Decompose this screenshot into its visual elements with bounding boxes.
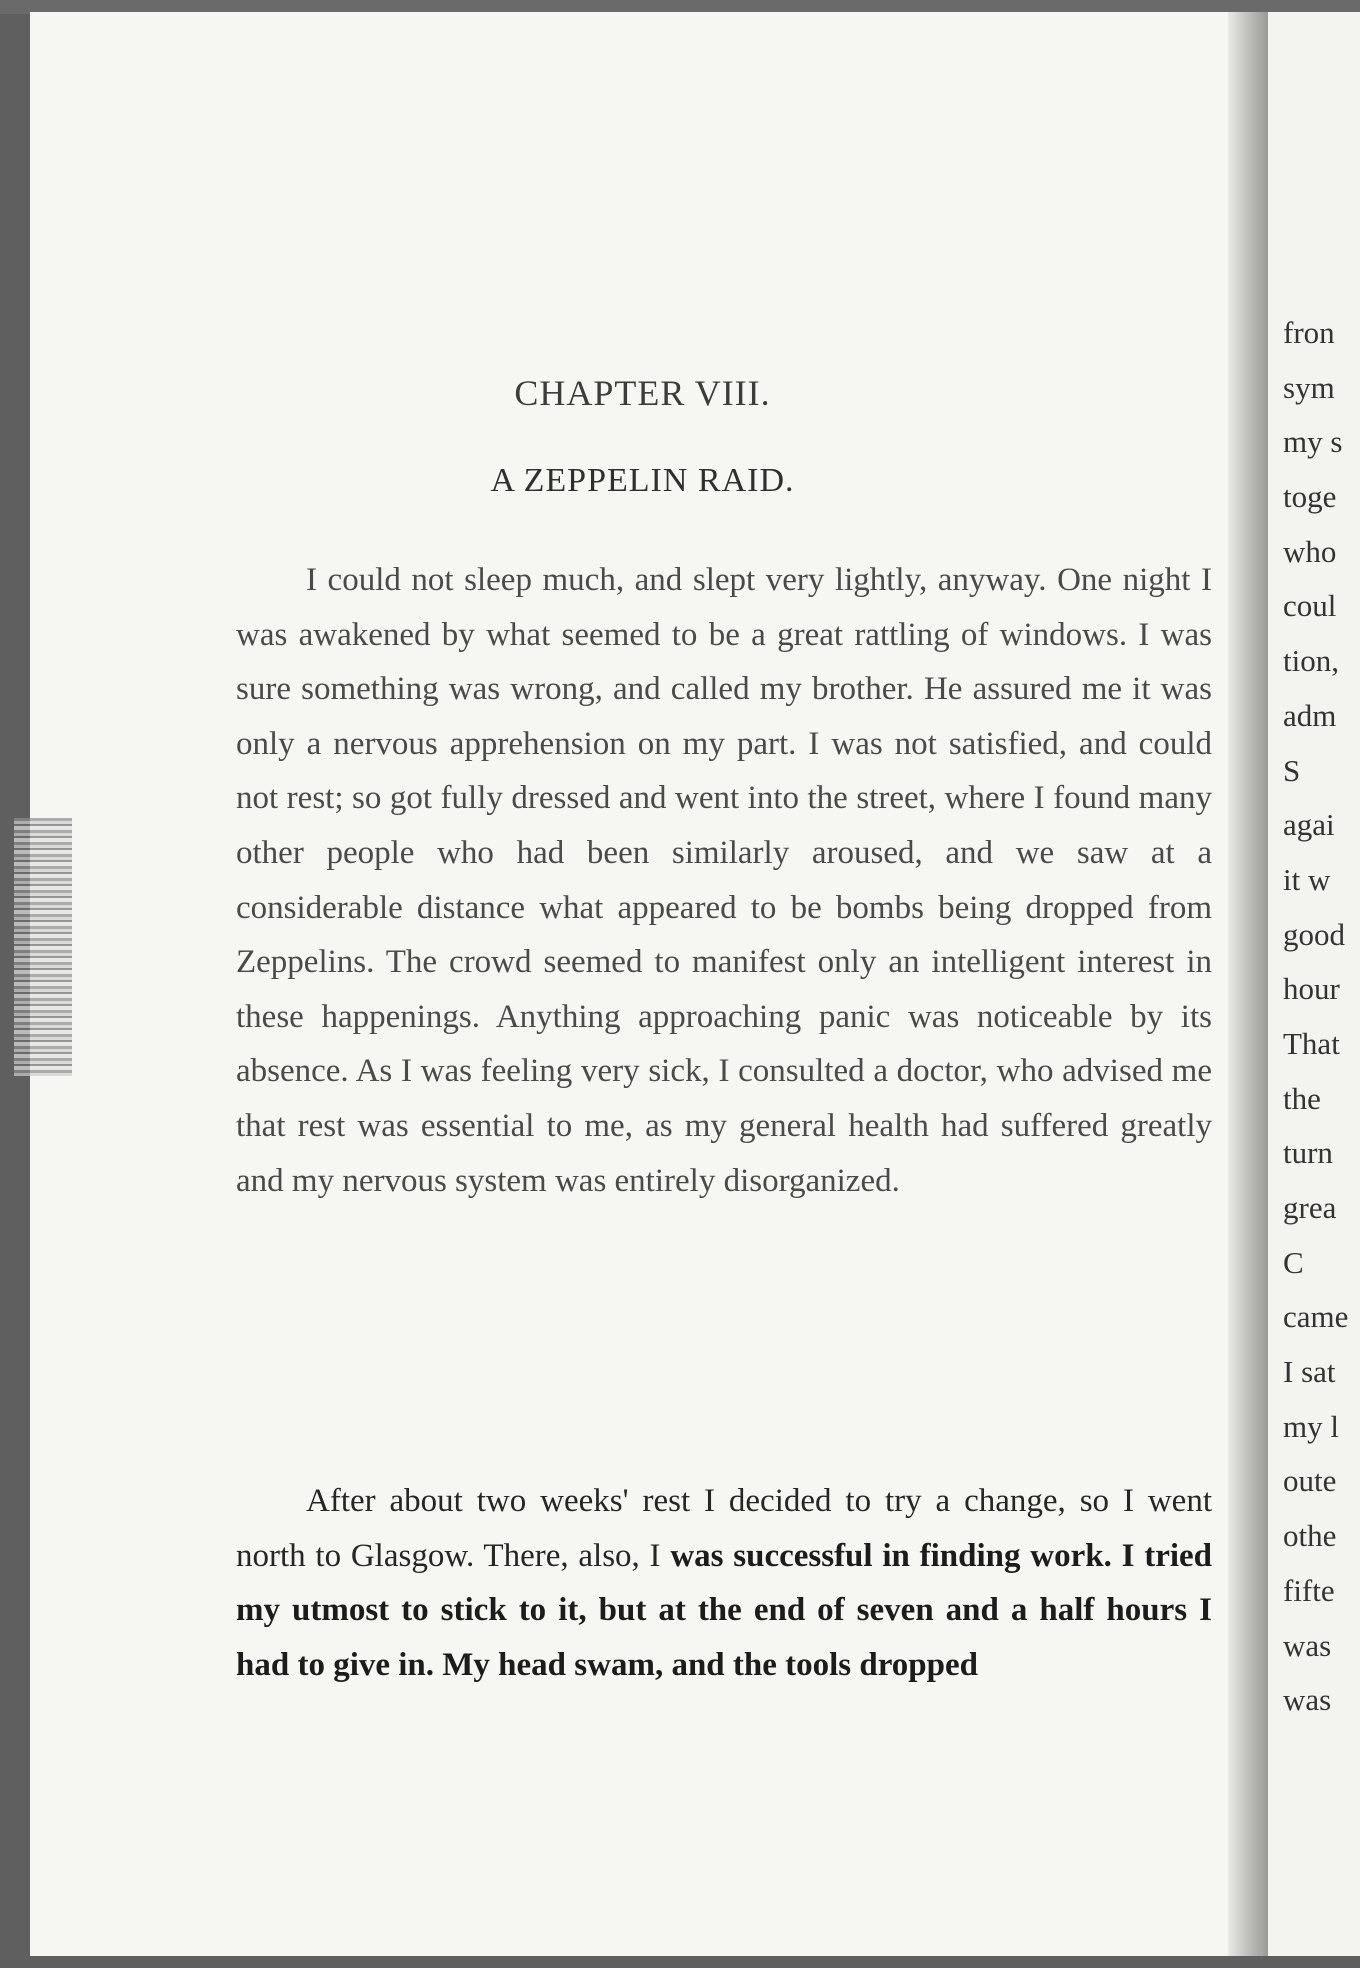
facing-line: C xyxy=(1283,1244,1304,1280)
paragraph-zeppelin-night: I could not sleep much, and slept very lightly, anyway. One night I was awakened by what seemed to be a great rattling of windows. I was sure something was wrong, and called my brother. He assured me it was only a nervous apprehension on my part. I was not satisfied, and could not rest; so got fully dressed and went into the street, where I found many other people who had been similarly aroused, and we saw at a considerable distance what appeared to be bombs being dropped from Zeppelins. The crowd seemed to manifest only an intelligent interest in these happenings. Anything approaching panic was noticeable by its absence. As I was feeling very sick, I consulted a doctor, who advised me that rest was essential to me, as my general health had suffered greatly and my nervous system was entirely disorganized. xyxy=(236,562,1212,1199)
facing-line: my l xyxy=(1283,1408,1339,1444)
facing-line: the xyxy=(1283,1080,1321,1116)
paragraph-glasgow xyxy=(236,1474,1212,1692)
facing-line: grea xyxy=(1283,1190,1337,1225)
facing-line: it w xyxy=(1283,861,1331,897)
page-gutter xyxy=(1228,12,1268,1956)
chapter-number: CHAPTER VIII. xyxy=(514,373,771,413)
facing-line: turn xyxy=(1283,1135,1333,1171)
facing-page-text xyxy=(1283,306,1360,1728)
facing-line: fifte xyxy=(1283,1572,1335,1608)
facing-line: That xyxy=(1283,1025,1340,1061)
facing-line: S xyxy=(1283,752,1301,788)
facing-line: was xyxy=(1283,1627,1332,1663)
facing-line: coul xyxy=(1283,588,1337,624)
paragraph-glasgow-lead: After about two weeks' rest I decided to try a change, so I went north to Glasgow. There, also, I xyxy=(236,1483,1212,1574)
binding-stitch-mark xyxy=(14,818,72,1076)
facing-line: tion, xyxy=(1283,643,1339,679)
facing-line: othe xyxy=(1283,1518,1337,1554)
facing-line: toge xyxy=(1283,479,1337,515)
facing-line: my s xyxy=(1283,424,1343,460)
facing-line: adm xyxy=(1283,697,1337,733)
facing-line: agai xyxy=(1283,807,1335,843)
chapter-title: A ZEPPELIN RAID. xyxy=(490,462,795,499)
facing-line: who xyxy=(1283,533,1337,569)
paragraph-glasgow-bold: was successful in finding work. I tried my utmost to stick to it, but at the end of seven and a half hours I had to give in. My head swam, and the tools dropped xyxy=(236,1537,1213,1683)
facing-line: I sat xyxy=(1283,1354,1336,1390)
facing-line: hour xyxy=(1283,971,1340,1007)
facing-line: was xyxy=(1283,1682,1332,1718)
facing-line: good xyxy=(1283,916,1345,952)
facing-line: oute xyxy=(1283,1463,1337,1499)
facing-line: came xyxy=(1283,1299,1349,1335)
facing-line: fron xyxy=(1283,315,1335,350)
facing-line: sym xyxy=(1283,369,1335,405)
